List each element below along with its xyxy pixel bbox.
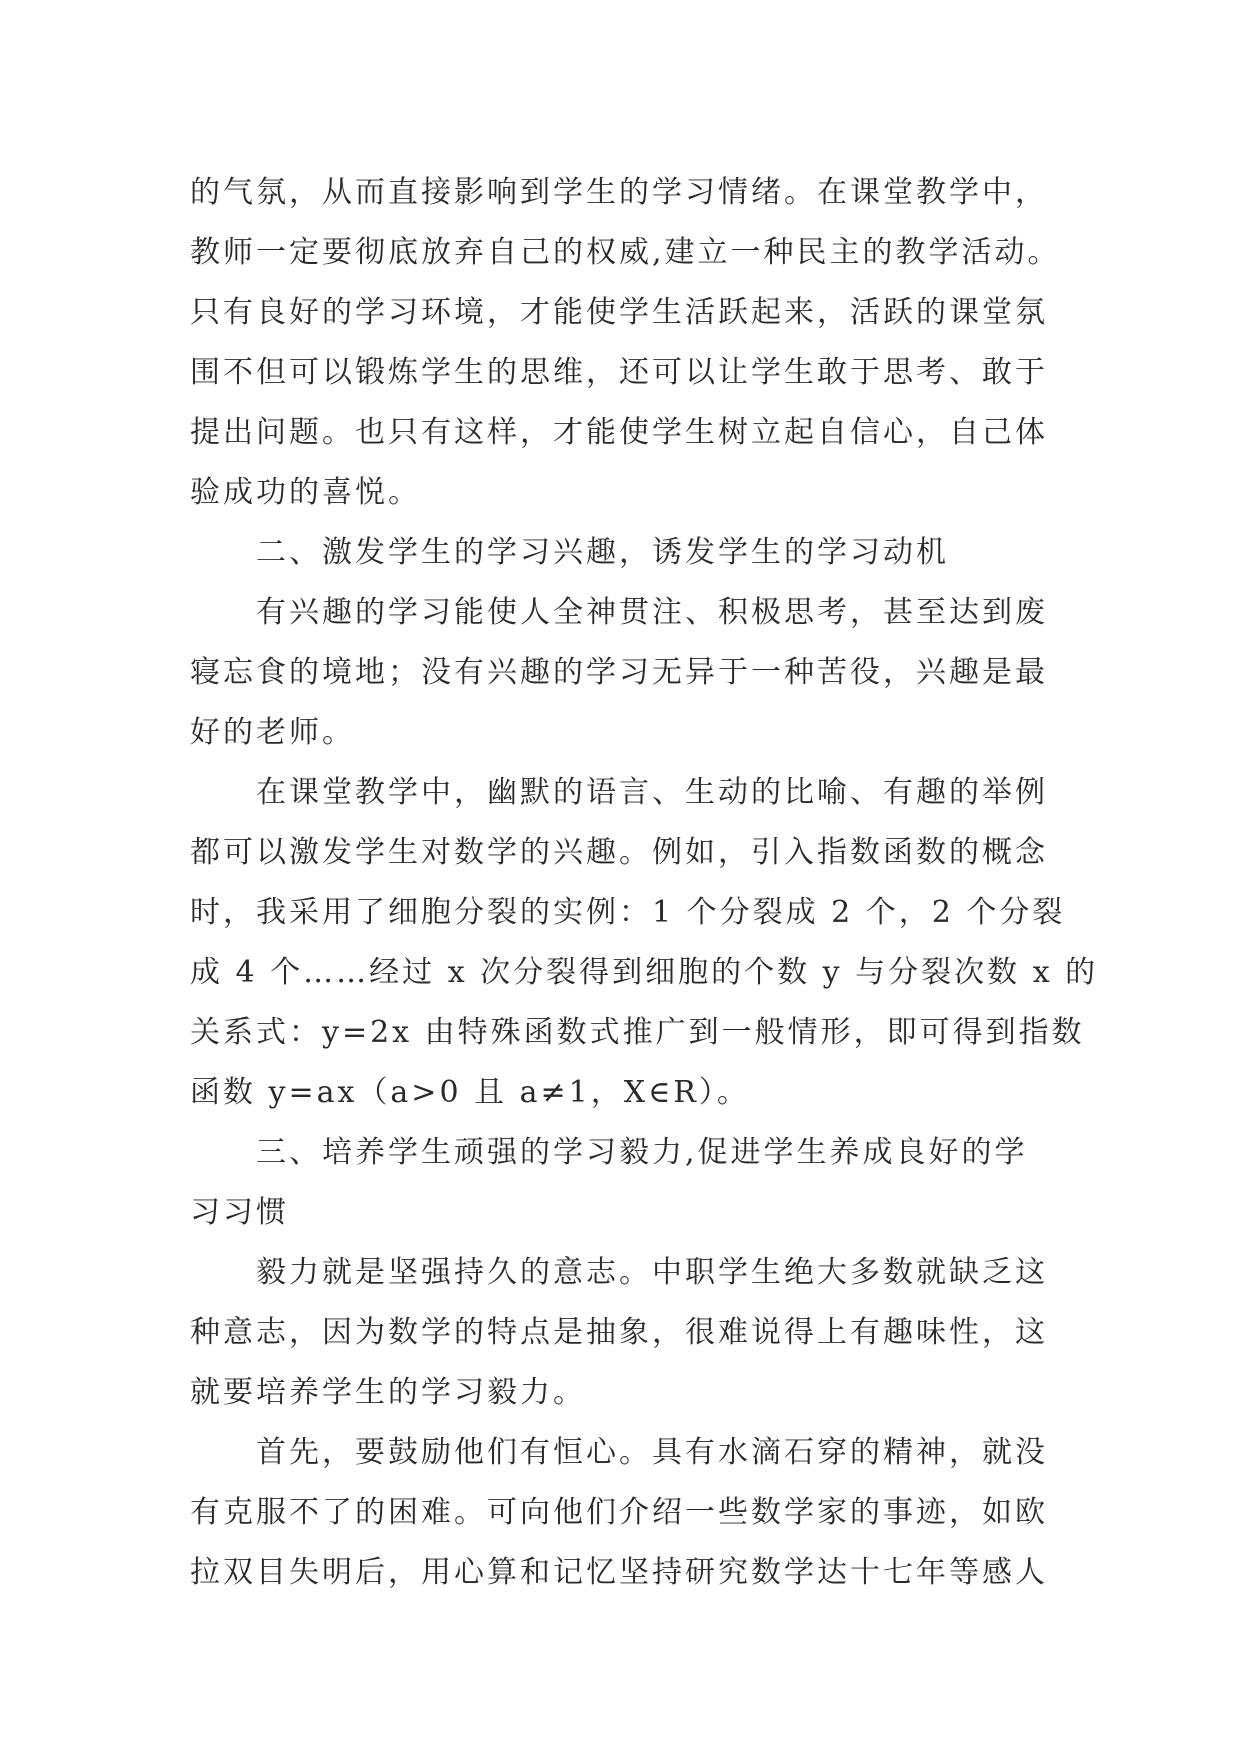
section-heading: 二、激发学生的学习兴趣，诱发学生的学习动机 — [256, 535, 949, 570]
text-line: 拉双目失明后，用心算和记忆坚持研究数学达十七年等感人 — [190, 1555, 1048, 1590]
section-heading: 三、培养学生顽强的学习毅力,促进学生养成良好的学 — [256, 1135, 1028, 1170]
text-line: 的气氛，从而直接影响到学生的学习情绪。在课堂教学中， — [190, 175, 1048, 210]
text-line: 首先，要鼓励他们有恒心。具有水滴石穿的精神，就没 — [256, 1435, 1048, 1470]
text-line: 验成功的喜悦。 — [190, 475, 421, 510]
text-line: 时，我采用了细胞分裂的实例：1 个分裂成 2 个，2 个分裂 — [190, 895, 1066, 930]
text-line: 毅力就是坚强持久的意志。中职学生绝大多数就缺乏这 — [256, 1255, 1048, 1290]
text-line: 教师一定要彻底放弃自己的权威,建立一种民主的教学活动。 — [190, 235, 1061, 270]
text-line: 提出问题。也只有这样，才能使学生树立起自信心，自己体 — [190, 415, 1048, 450]
text-line: 在课堂教学中，幽默的语言、生动的比喻、有趣的举例 — [256, 775, 1048, 810]
text-line: 只有良好的学习环境，才能使学生活跃起来，活跃的课堂氛 — [190, 295, 1048, 330]
text-line: 种意志，因为数学的特点是抽象，很难说得上有趣味性，这 — [190, 1315, 1048, 1350]
text-line: 好的老师。 — [190, 715, 355, 750]
text-line: 成 4 个……经过 x 次分裂得到细胞的个数 y 与分裂次数 x 的 — [190, 955, 1099, 990]
text-line: 寝忘食的境地；没有兴趣的学习无异于一种苦役，兴趣是最 — [190, 655, 1048, 690]
text-line: 就要培养学生的学习毅力。 — [190, 1375, 586, 1410]
text-line: 关系式：y=2x 由特殊函数式推广到一般情形，即可得到指数 — [190, 1015, 1085, 1050]
body-text — [190, 163, 1099, 1603]
section-heading-continued: 习习惯 — [190, 1195, 289, 1230]
text-line: 有克服不了的困难。可向他们介绍一些数学家的事迹，如欧 — [190, 1495, 1048, 1530]
text-line: 围不但可以锻炼学生的思维，还可以让学生敢于思考、敢于 — [190, 355, 1048, 390]
text-line: 有兴趣的学习能使人全神贯注、积极思考，甚至达到废 — [256, 595, 1048, 630]
text-line: 函数 y=ax（a>0 且 a≠1，X∈R）。 — [190, 1075, 750, 1110]
text-line: 都可以激发学生对数学的兴趣。例如，引入指数函数的概念 — [190, 835, 1048, 870]
